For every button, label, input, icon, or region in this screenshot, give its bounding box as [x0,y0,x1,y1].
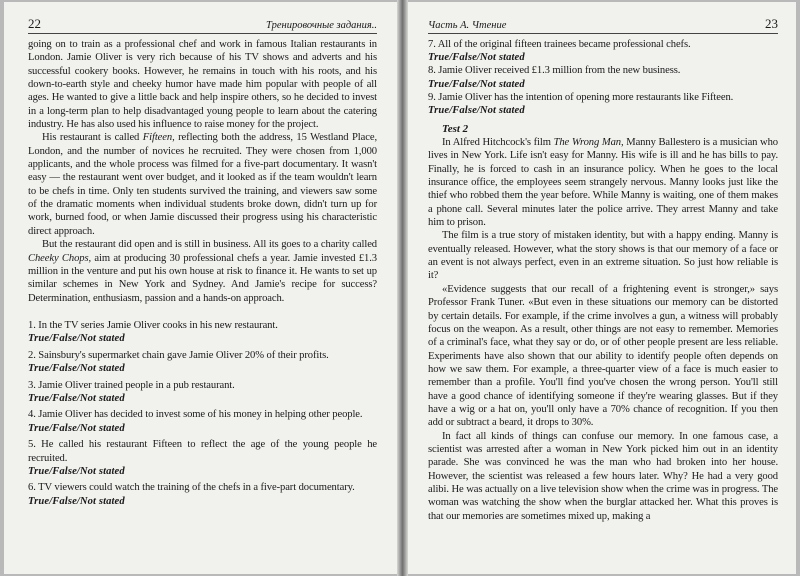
question-text: 6. TV viewers could watch the training of the chefs in a five-part documentary. [28,482,355,494]
question-list [428,38,778,117]
question-text: 8. Jamie Oliver received £1.3 million from the new business. [428,65,681,77]
question-item [28,349,377,375]
answer-options: True/False/Not stated [28,333,125,345]
answer-options: True/False/Not stated [28,465,125,477]
running-head: Тренировочные задания.. [266,20,377,31]
question-item [428,91,778,117]
answer-options: True/False/Not stated [428,78,525,90]
restaurant-name: Fifteen, [142,132,175,144]
question-text: 9. Jamie Oliver has the intention of opening more restaurants like Fifteen. [428,91,734,103]
question-text: 4. Jamie Oliver has decided to invest some of his money in helping other people. [28,409,363,421]
film-title: The Wrong Man, [553,137,624,149]
answer-options: True/False/Not stated [28,392,125,404]
question-text: 3. Jamie Oliver trained people in a pub restaurant. [28,379,235,391]
question-text: 7. All of the original fifteen trainees became professional chefs. [428,39,691,50]
paragraph: «Evidence suggests that our recall of a frightening event is stronger,» says Professor Frank Tuner. «But even in these situations our memory can be distorted by certain details. For example, if the crime involves a gun, a witness will probably focus on the weapon. As a result, other things are not easy to remember. Memories of a criminal's face, what they say or do, or of other people present are less reliable. Experiments have also shown that our ability to identify people often depends on how we saw them. For example, a three-quarter view of a face is much easier to remember than a profile. You'll find you've chosen the wrong person. You'll still have a good chance of identifying someone if they're wearing glasses. But if they have a wig or a hat on, you'll only have a 70% chance of recognition. If you then add or subtract a beard, it drops to 30%. [428,283,778,429]
left-page [4,2,397,574]
paragraph: His restaurant is called Fifteen, reflecting both the address, 15 Westland Place, London, and the number of novices he recruited. They were chosen from 1,000 applicants, and the whole process was filmed for a five-part documentary. It wasn't easy — the restaurant went over budget, and it looked as if the team wouldn't learn to be chefs in time. Only ten students survived the training, and viewers saw some of the dramatic moments when individual students broke down, didn't turn up for work, burned food, or when Jamie discussed their progress using his characteristic direct approach. [28,132,377,237]
answer-options: True/False/Not stated [28,363,125,375]
question-item [28,379,377,405]
question-item [428,38,778,64]
page-number: 22 [28,16,41,31]
question-item [28,408,377,434]
right-page-header [428,16,778,34]
question-text: 1. In the TV series Jamie Oliver cooks in his new restaurant. [28,319,278,331]
answer-options: True/False/Not stated [28,495,125,507]
question-text: 2. Sainsbury's supermarket chain gave Jamie Oliver 20% of their profits. [28,349,329,361]
left-page-header [28,16,377,34]
question-item [428,64,778,90]
running-head: Часть А. Чтение [428,20,507,31]
answer-options: True/False/Not stated [28,422,125,434]
paragraph: In Alfred Hitchcock's film The Wrong Man, Manny Ballestero is a musician who lives in New York. Life isn't easy for Manny. His wife is ill and he has bills to pay. Finally, he is forced to cash in an insurance policy. When he goes to the local insurance office, the employees seem strangely nervous. Manny looks just like the thief who robbed them the year before. While Manny is waiting, one of them makes a phone call. Several minutes later the police arrive. They arrest Manny and take him to prison. [428,137,778,229]
paragraph: In fact all kinds of things can confuse our memory. In one famous case, a scientist was arrested after a woman in New York picked him out in an identity parade. She was convinced he was the man who had broken into her house. However, the scientist was released a few hours later. Why? He had a very good alibi. He was actually on a live television show when the crime was in progress. The woman was watching the show when the burglar attacked her. What this proves is that our memories are sometimes mixed up, making a [428,430,778,522]
question-list [28,319,377,508]
page-number: 23 [765,16,778,31]
question-item [28,438,377,478]
paragraph: The film is a true story of mistaken identity, but with a happy ending. Manny is eventually released. However, what the story shows is that our memory of a face or an event is not always perfect, even in an extreme situation. So just how reliable is it? [428,230,778,282]
answer-options: True/False/Not stated [428,52,525,64]
answer-options: True/False/Not stated [428,105,525,117]
question-item [28,481,377,507]
section-title: Test 2 [442,123,469,136]
paragraph: going on to train as a professional chef and work in famous Italian restaurants in London. Jamie Oliver is very rich because of his TV shows and adverts and his successful cookery books. However, he remains in touch with his roots, and his down-to-earth style and cheeky humor have made him popular with people of all ages. He wanted to give a little back and help inspire others, so he decided to invest in a long-term plan to help disadvantaged young people to learn about the catering industry. He has also used his influence to raise money for the project. [28,39,377,131]
book-gutter [397,0,408,576]
question-text: 5. He called his restaurant Fifteen to reflect the age of the young people he recruited. [28,439,377,464]
paragraph: But the restaurant did open and is still in business. All its goes to a charity called Cheeky Chops, aim at producing 30 professional chefs a year. Jamie invested £1.3 million in the venture and put his own house at risk to finance it. He wants to set up similar schemes in New York and Sydney. And Jamie's recipe for success? Determination, enthusiasm, passion and a hands-on approach. [28,239,377,304]
right-page [408,2,796,574]
question-item [28,319,377,345]
charity-name: Cheeky Chops, [28,252,92,264]
